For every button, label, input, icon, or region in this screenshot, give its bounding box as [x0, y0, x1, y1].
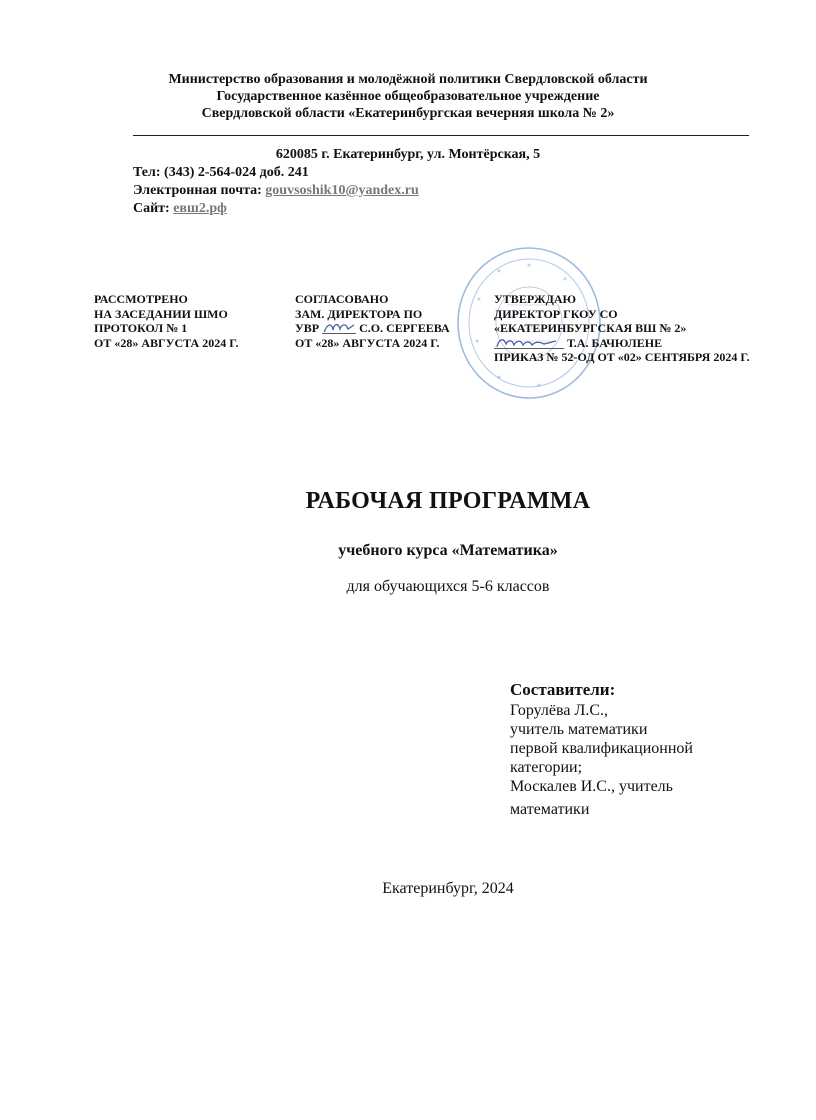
reviewed-protocol: ПРОТОКОЛ № 1	[94, 321, 188, 335]
email-link[interactable]: gouvsoshik10@yandex.ru	[265, 183, 419, 198]
school-phone: Тел: (343) 2-564-024 доб. 241	[133, 165, 309, 180]
reviewed-block	[94, 292, 238, 350]
email-label: Электронная почта:	[133, 183, 266, 198]
agreed-block	[295, 292, 450, 350]
reviewed-body: НА ЗАСЕДАНИИ ШМО	[94, 306, 228, 321]
site-label: Сайт:	[133, 201, 174, 216]
site-link[interactable]: евш2.рф	[173, 201, 227, 216]
approved-signature-line	[494, 336, 750, 351]
agreed-heading: СОГЛАСОВАНО	[295, 292, 389, 306]
approved-school: «ЕКАТЕРИНБУРГСКАЯ ВШ № 2»	[494, 321, 687, 335]
institution-type: Государственное казённое общеобразовательное учреждение	[216, 89, 600, 104]
approved-block	[494, 292, 750, 365]
school-site-line	[133, 200, 227, 217]
reviewed-date: ОТ «28» АВГУСТА 2024 Г.	[94, 335, 239, 350]
reviewed-heading: РАССМОТРЕНО	[94, 292, 188, 306]
author-line: Москалев И.С., учитель	[510, 778, 673, 795]
agreed-date: ОТ «28» АВГУСТА 2024 Г.	[295, 335, 440, 350]
author-line: первой квалификационной	[510, 740, 693, 757]
approved-heading: УТВЕРЖДАЮ	[494, 292, 577, 306]
school-email-line	[133, 182, 419, 199]
agreed-position: ЗАМ. ДИРЕКТОРА ПО	[295, 306, 423, 321]
authors-block	[510, 680, 693, 819]
author-line: Горулёва Л.С.,	[510, 702, 608, 719]
approved-position: ДИРЕКТОР ГКОУ СО	[494, 306, 618, 321]
ministry-name: Министерство образования и молодёжной политики Свердловской области	[168, 72, 648, 87]
city-year: Екатеринбург, 2024	[382, 880, 514, 897]
target-audience: для обучающихся 5-6 классов	[346, 578, 550, 595]
agreed-signature-line	[295, 321, 450, 336]
author-line: математики	[510, 801, 590, 818]
institution-name: Свердловской области «Екатеринбургская вечерняя школа № 2»	[201, 106, 615, 121]
authors-heading: Составители:	[510, 680, 616, 699]
school-address: 620085 г. Екатеринбург, ул. Монтёрская, 5	[275, 147, 541, 162]
approved-signer: Т.А. БАЧЮЛЕНЕ	[567, 335, 663, 350]
author-line: учитель математики	[510, 721, 648, 738]
agreed-position-suffix: УВР	[295, 321, 320, 335]
approved-order: ПРИКАЗ № 52-ОД ОТ «02» СЕНТЯБРЯ 2024 Г.	[494, 350, 750, 364]
course-name: учебного курса «Математика»	[338, 542, 558, 559]
deputy-signature-icon	[322, 321, 356, 335]
author-line: категории;	[510, 759, 583, 776]
agreed-signer: С.О. СЕРГЕЕВА	[359, 321, 450, 335]
director-signature-icon	[494, 336, 564, 350]
header-divider	[133, 135, 749, 136]
document-title: РАБОЧАЯ ПРОГРАММА	[305, 488, 591, 514]
